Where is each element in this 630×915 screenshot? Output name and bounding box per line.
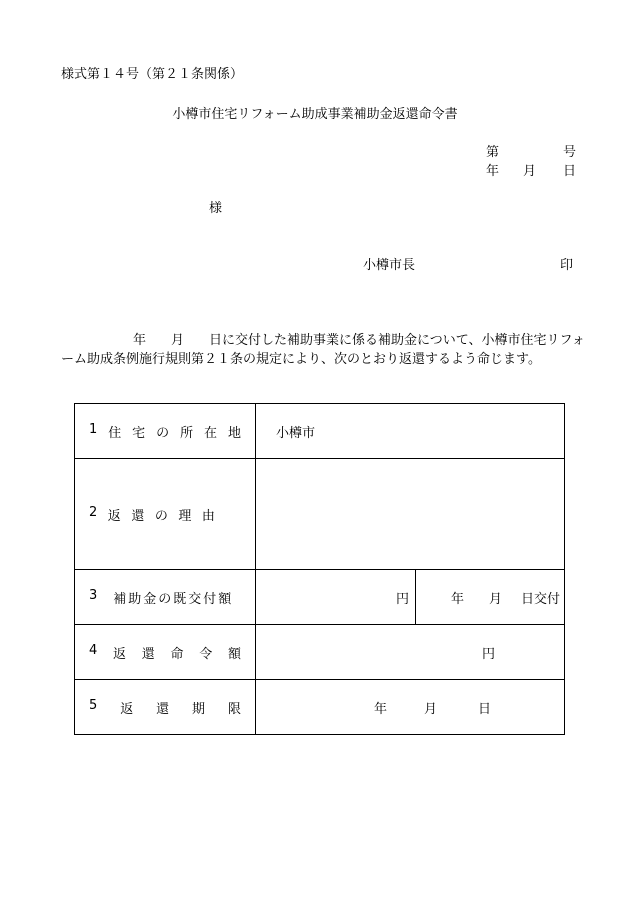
return-order-table bbox=[74, 403, 565, 735]
deadline-year: 年 bbox=[374, 701, 388, 717]
reference-number-prefix: 第 bbox=[486, 145, 500, 160]
issue-date-year: 年 bbox=[486, 164, 500, 179]
addressee-honorific: 様 bbox=[209, 201, 223, 216]
body-paragraph bbox=[61, 331, 585, 369]
form-number: 様式第１４号（第２１条関係） bbox=[61, 67, 244, 82]
body-date-month: 月 bbox=[171, 333, 185, 348]
issuer-seal: 印 bbox=[560, 258, 574, 273]
row-label-granted-amount: 3 補助金の既交付額 bbox=[75, 570, 256, 625]
table-row-deadline bbox=[75, 680, 565, 735]
body-date-year: 年 bbox=[133, 333, 147, 348]
granted-amount-yen: 円 bbox=[256, 570, 416, 625]
body-line-1-text: 日に交付した補助事業に係る補助金について、小樽市住宅リフォ bbox=[209, 333, 585, 348]
row-label-address: 1 住 宅 の 所 在 地 bbox=[75, 404, 256, 459]
granted-date-year: 年 bbox=[451, 591, 465, 607]
granted-date bbox=[416, 570, 565, 625]
return-amount-yen: 円 bbox=[482, 646, 496, 662]
granted-date-day-issued: 日交付 bbox=[521, 591, 561, 607]
issue-date-month: 月 bbox=[523, 164, 537, 179]
deadline-value bbox=[256, 680, 565, 735]
issuer-name: 小樽市長 bbox=[363, 258, 416, 273]
table-row-return-amount bbox=[75, 625, 565, 680]
row-label-return-amount: 4 返 還 命 令 額 bbox=[75, 625, 256, 680]
issue-date-day: 日 bbox=[563, 164, 577, 179]
table-row-granted-amount bbox=[75, 570, 565, 625]
table-row-address bbox=[75, 404, 565, 459]
body-line-2: ーム助成条例施行規則第２１条の規定により、次のとおり返還するよう命じます。 bbox=[61, 352, 541, 367]
reason-value bbox=[256, 459, 565, 570]
deadline-day: 日 bbox=[478, 701, 492, 717]
deadline-month: 月 bbox=[424, 701, 438, 717]
body-line-1 bbox=[61, 331, 585, 350]
return-amount-value bbox=[256, 625, 565, 680]
address-value: 小樽市 bbox=[256, 404, 565, 459]
document-title: 小樽市住宅リフォーム助成事業補助金返還命令書 bbox=[172, 107, 458, 122]
table-row-reason bbox=[75, 459, 565, 570]
granted-date-month: 月 bbox=[489, 591, 503, 607]
row-label-reason: 2 返 還 の 理 由 bbox=[75, 459, 256, 570]
row-label-deadline: 5 返 還 期 限 bbox=[75, 680, 256, 735]
reference-number-suffix: 号 bbox=[563, 145, 577, 160]
